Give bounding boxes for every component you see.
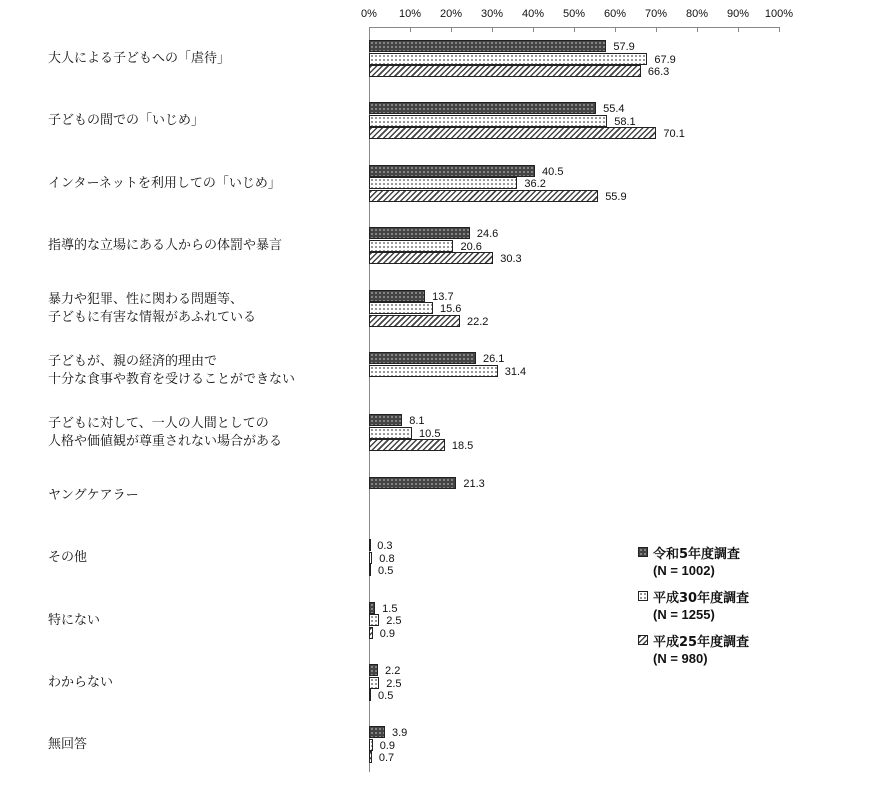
bar (369, 352, 476, 364)
category-label: インターネットを利用しての「いじめ」 (48, 175, 281, 191)
legend-sample-size: (N = 1002) (653, 563, 715, 578)
bar (369, 127, 656, 139)
bar (369, 315, 460, 327)
bar (369, 365, 498, 377)
data-label: 22.2 (467, 315, 489, 328)
data-label: 67.9 (654, 53, 676, 66)
data-label: 3.9 (391, 727, 408, 740)
bar (369, 439, 445, 451)
data-label: 13.7 (432, 290, 454, 303)
data-label: 31.4 (504, 365, 527, 378)
legend-label: 平成25年度調査 (653, 634, 750, 650)
bar (369, 751, 372, 763)
bar (369, 53, 647, 65)
data-label: 20.6 (460, 240, 482, 253)
data-label: 2.2 (385, 665, 401, 677)
bar (369, 240, 453, 252)
category-label: 暴力や犯罪、性に関わる問題等、 子どもに有害な情報があふれている (48, 291, 257, 325)
bar (369, 726, 385, 738)
x-tick-label: 20% (439, 8, 463, 20)
x-tick-label: 40% (521, 8, 545, 20)
category-label: わからない (48, 675, 114, 690)
category-label: 指導的な立場にある人からの体罰や暴言 (48, 238, 283, 254)
x-tick-mark (656, 27, 657, 32)
bar (369, 40, 606, 52)
data-label: 0.7 (378, 752, 395, 765)
data-label: 55.9 (605, 190, 627, 203)
data-label: 0.9 (379, 627, 395, 640)
x-tick-label: 60% (603, 8, 627, 20)
bar (369, 614, 379, 626)
data-label: 0.3 (377, 540, 393, 553)
bar (369, 539, 371, 551)
bar (369, 627, 373, 639)
bar (369, 65, 641, 77)
x-tick-mark (369, 27, 370, 32)
data-label: 1.5 (382, 602, 398, 615)
data-label: 24.6 (476, 228, 499, 241)
bar (369, 165, 535, 177)
category-label: その他 (48, 550, 88, 566)
bar (369, 190, 598, 202)
data-label: 30.3 (500, 253, 522, 266)
x-tick-mark (779, 27, 780, 32)
data-label: 18.5 (451, 440, 474, 453)
bar (369, 739, 373, 751)
bar (369, 102, 596, 114)
bar (369, 677, 379, 689)
bar (369, 664, 378, 676)
bar (369, 227, 470, 239)
x-tick-label: 90% (726, 8, 750, 20)
category-label: 大人による子どもへの「虐待」 (48, 51, 231, 66)
bar (369, 177, 517, 189)
legend-item (638, 587, 749, 625)
bar (369, 302, 433, 314)
data-label: 58.1 (614, 115, 636, 128)
data-label: 36.2 (524, 178, 546, 191)
legend-item (638, 631, 749, 669)
legend-sample-size: (N = 980) (653, 651, 708, 666)
legend-label: 平成30年度調査 (653, 590, 750, 606)
category-label: 特にない (48, 612, 101, 628)
x-tick-label: 100% (764, 8, 794, 20)
x-tick-mark (533, 27, 534, 32)
x-tick-label: 80% (685, 8, 709, 20)
data-label: 0.5 (378, 565, 394, 578)
legend-swatch-icon (638, 547, 648, 557)
bar (369, 427, 412, 439)
legend-swatch-icon (638, 591, 648, 601)
category-label: 子どもが、親の経済的理由で 十分な食事や教育を受けることができない (48, 354, 296, 387)
data-label: 40.5 (542, 165, 564, 178)
data-label: 0.8 (379, 552, 395, 565)
x-tick-mark (492, 27, 493, 32)
data-label: 0.9 (379, 739, 395, 752)
category-label: 子どもの間での「いじめ」 (48, 113, 205, 129)
legend-label: 令和5年度調査 (653, 546, 741, 562)
bar (369, 252, 493, 264)
bar (369, 115, 607, 127)
x-tick-label: 50% (562, 8, 586, 20)
data-label: 57.9 (613, 41, 635, 53)
legend (638, 543, 749, 675)
bar (369, 290, 425, 302)
x-tick-label: 0% (361, 8, 377, 20)
data-label: 26.1 (483, 353, 505, 365)
legend-item (638, 543, 749, 581)
x-tick-label: 30% (480, 8, 504, 20)
bar (369, 689, 371, 701)
data-label: 2.5 (386, 677, 402, 690)
x-tick-label: 10% (398, 8, 422, 20)
legend-swatch-icon (638, 635, 648, 645)
x-tick-mark (451, 27, 452, 32)
x-tick-mark (738, 27, 739, 32)
bar (369, 564, 371, 576)
category-label: ヤングケアラー (48, 487, 139, 503)
category-label: 子どもに対して、一人の人間としての 人格や価値観が尊重されない場合がある (48, 416, 283, 450)
data-label: 66.3 (647, 66, 670, 78)
x-tick-mark (574, 27, 575, 32)
x-tick-label: 70% (644, 8, 668, 20)
x-tick-mark (410, 27, 411, 32)
data-label: 70.1 (663, 128, 685, 141)
bar (369, 414, 402, 426)
data-label: 21.3 (463, 477, 485, 490)
legend-sample-size: (N = 1255) (653, 607, 715, 622)
x-tick-mark (697, 27, 698, 32)
data-label: 10.5 (419, 427, 441, 440)
data-label: 8.1 (409, 415, 425, 428)
bar (369, 477, 456, 489)
data-label: 2.5 (386, 615, 402, 628)
data-label: 0.5 (378, 690, 394, 702)
bar (369, 552, 372, 564)
category-label: 無回答 (48, 737, 88, 753)
data-label: 55.4 (603, 103, 625, 116)
bar (369, 602, 375, 614)
x-tick-mark (615, 27, 616, 32)
data-label: 15.6 (439, 303, 462, 316)
